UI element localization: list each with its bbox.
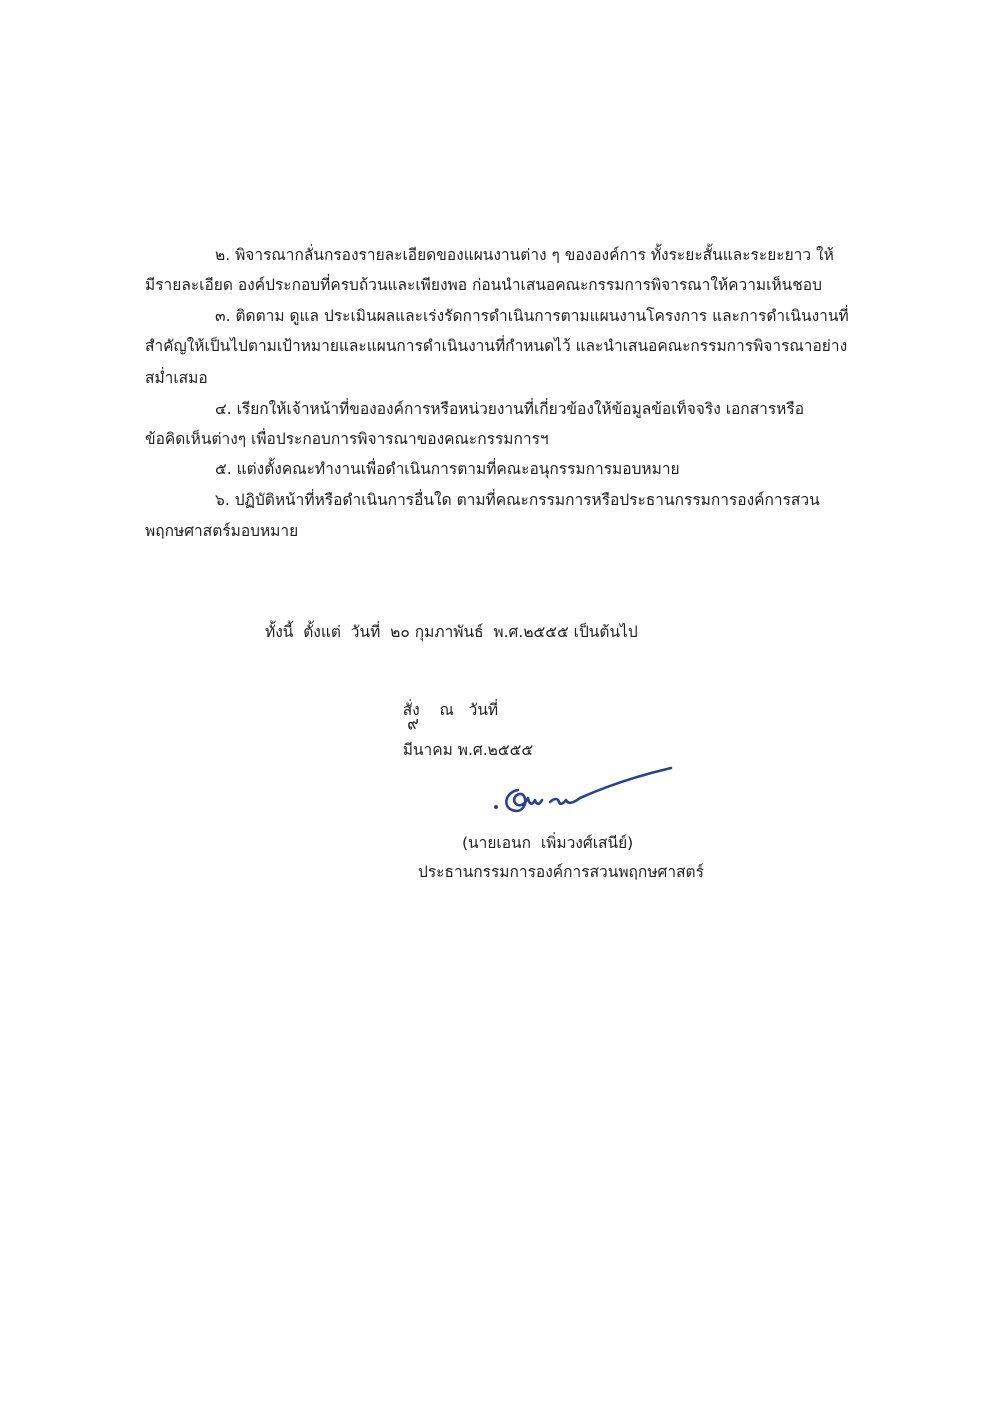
ordered-prefix: สั่ง ณ วันที่ <box>402 701 499 719</box>
duty-item-2-line-2: มีรายละเอียด องค์ประกอบที่ครบถ้วนและเพียงพอ ก่อนนำเสนอคณะกรรมการพิจารณาให้ความเห็นชอบ <box>145 276 822 294</box>
ordered-suffix: มีนาคม พ.ศ.๒๕๕๕ <box>402 741 534 759</box>
signature-mark <box>488 760 678 820</box>
duty-item-3-line-3: สม่ำเสมอ <box>145 369 208 387</box>
duty-item-6-line-2: พฤกษศาสตร์มอบหมาย <box>145 522 299 540</box>
duty-item-2-line-1: ๒. พิจารณากลั่นกรองรายละเอียดของแผนงานต่าง ๆ ขององค์การ ทั้งระยะสั้นและระยะยาว ให้ <box>215 246 834 264</box>
duty-item-6-line-1: ๖. ปฏิบัติหน้าที่หรือดำเนินการอื่นใด ตามที่คณะกรรมการหรือประธานกรรมการองค์การสวน <box>215 491 820 509</box>
ordered-day: ๙ <box>405 713 421 735</box>
duty-item-5-line-1: ๕. แต่งตั้งคณะทำงานเพื่อดำเนินการตามที่คณะอนุกรรมการมอบหมาย <box>215 460 680 478</box>
duty-item-3-line-2: สำคัญให้เป็นไปตามเป้าหมายและแผนการดำเนินงานที่กำหนดไว้ และนำเสนอคณะกรรมการพิจารณาอย่าง <box>145 337 848 355</box>
signatory-position: ประธานกรรมการองค์การสวนพฤกษศาสตร์ <box>418 863 704 881</box>
effective-date: ทั้งนี้ ตั้งแต่ วันที่ ๒๐ กุมภาพันธ์ พ.ศ.๒๕๕๕ เป็นต้นไป <box>265 623 638 641</box>
duty-item-4-line-2: ข้อคิดเห็นต่างๆ เพื่อประกอบการพิจารณาของคณะกรรมการฯ <box>145 430 549 448</box>
duty-item-4-line-1: ๔. เรียกให้เจ้าหน้าที่ขององค์การหรือหน่วยงานที่เกี่ยวข้องให้ข้อมูลข้อเท็จจริง เอกสารหรือ <box>215 400 805 418</box>
duty-item-3-line-1: ๓. ติดตาม ดูแล ประเมินผลและเร่งรัดการดำเนินการตามแผนงานโครงการ และการดำเนินงานที่ <box>215 307 849 325</box>
signatory-name: (นายเอนก เพิ่มวงศ์เสนีย์) <box>462 834 634 852</box>
